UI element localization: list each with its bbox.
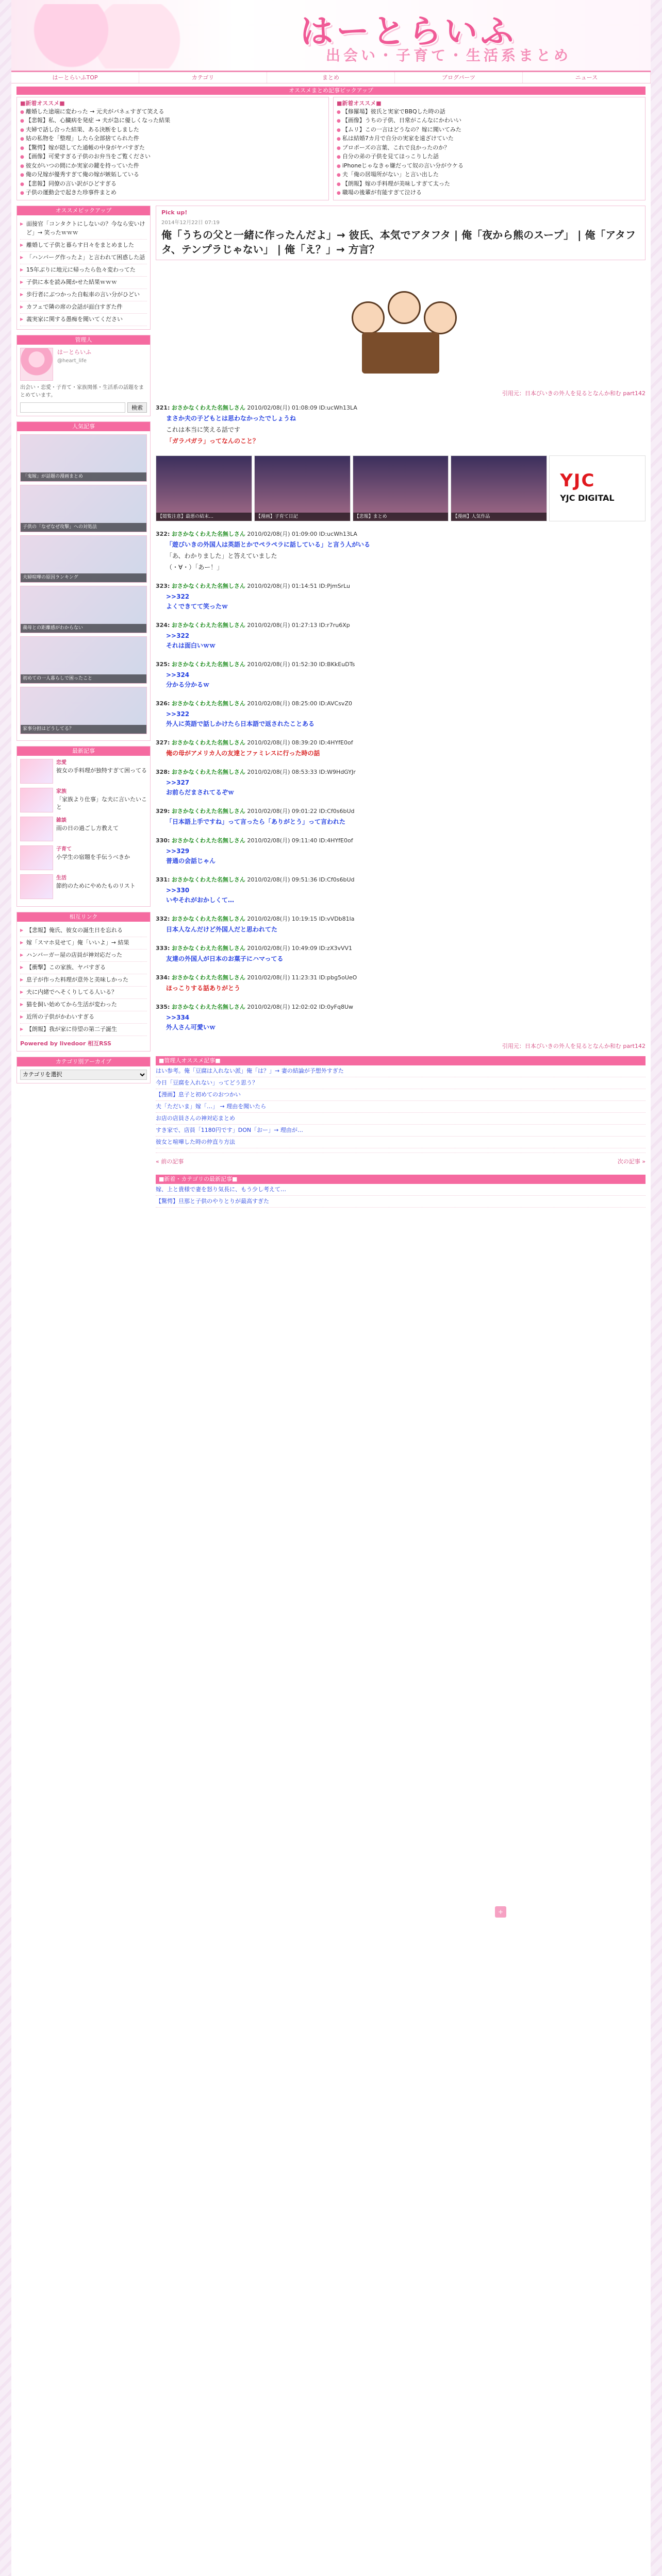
nav-top[interactable]: はーとらいふTOP [11,72,139,83]
sidebar-popular [16,421,151,741]
post-body: >>322 外人に英語で話しかけたら日本語で返されたことある [166,710,315,727]
sidebar-pickup-item[interactable]: ▶ 歩行者にぶつかった自転車の言い分がひどい [20,289,147,301]
post-author: おさかなくわえた名無しさん [171,404,245,411]
article-date: 2014年12月22日 07:19 [161,219,220,226]
popular-thumb-caption: 義母との距離感がわからない [21,624,146,633]
post [156,914,646,935]
prev-article-link[interactable]: « 前の記事 [156,1158,184,1165]
latest-category: 恋愛 [56,759,67,766]
banner-grid [156,455,646,521]
post-author: おさかなくわえた名無しさん [171,700,245,707]
article-title: 俺「うちの父と一緒に作ったんだよ」→ 彼氏、本気でアタフタ | 俺「夜から熊のスープ」 | 俺「アタフタ、テンプラじゃない」 | 俺「え？」→ 方言？ [161,228,636,256]
ticker-item[interactable]: ● 離婚した途端に変わった → 元夫がパネェすぎて笑える [20,108,325,117]
post-author: おさかなくわえた名無しさん [171,1003,245,1010]
sidebar-blogroll [16,912,151,1052]
banner[interactable] [156,455,252,521]
post-body: 「遊びいきの外国人は英語とかでペラペラに話している」と言う人がいる [166,540,371,548]
popular-thumb[interactable] [20,586,147,633]
ticker-item[interactable]: ● 【修羅場】彼氏と実家でBBQした時の話 [337,108,642,117]
post [156,807,646,827]
sidebar-pickup-item[interactable]: ▶ 面接官「コンタクトにしないの？今なら安いけど」→ 笑ったｗｗｗ [20,218,147,240]
blogroll-item[interactable]: ▶ 近所の子供がかわいすぎる [20,1011,147,1024]
blogroll-item[interactable]: ▶ 猫を飼い始めてから生活が変わった [20,999,147,1011]
sidebar-pickup-item[interactable]: ▶ 「ハンバーグ作ったよ」と言われて困惑した話 [20,252,147,264]
post [156,530,646,572]
post-number[interactable]: 329: [156,807,170,815]
article-illustration [331,270,470,384]
popular-head: 人気記事 [17,422,150,431]
sidebar-pickup-item[interactable]: ▶ 義実家に関する愚痴を聞いてください [20,314,147,326]
kid-figure [352,301,385,334]
popular-thumb[interactable] [20,687,147,734]
more-item[interactable]: 嫁、上と貴様で妻を怒り気長に、もう少し考えて… [156,1184,646,1196]
sidebar [16,206,151,1208]
post-number[interactable]: 323: [156,582,170,589]
content-layout [11,202,651,1211]
ticker-item[interactable]: ● 夫「俺の居場所がない」と言い出した [337,171,642,180]
book-illustration [362,332,439,374]
post [156,875,646,905]
latest-thumb [20,874,53,899]
latest-title: 「家族より仕事」な夫に言いたいこと [56,795,147,810]
blogroll-item[interactable]: ▶ ハンバーガー屋の店員が神対応だった [20,950,147,962]
blogroll-item[interactable]: ▶ 嫁「スマホ見せて」俺「いいよ」→ 結果 [20,937,147,950]
popular-thumb-caption: 子供の「なぜなぜ攻撃」への対処法 [21,523,146,532]
post [156,738,646,758]
ticker-item[interactable]: ● 自分の弟の子供を見てほっこりした話 [337,152,642,162]
post-author: おさかなくわえた名無しさん [171,807,245,815]
post-number[interactable]: 331: [156,876,170,883]
nav-news[interactable]: ニュース [523,72,651,83]
post-author: おさかなくわえた名無しさん [171,768,245,775]
more-head: ■新着・カテゴリの最新記事■ [156,1175,646,1184]
ticker-item[interactable]: ● 姑の私物を「整理」したら全部捨てられた件 [20,134,325,144]
latest-head: 最新記事 [17,747,150,756]
post-body: >>322 それは面白いｗｗ [166,632,216,649]
post-line: 「ガラパガラ」ってなんのこと？ [166,437,259,445]
post-number[interactable]: 324: [156,621,170,629]
ticker-item[interactable]: ● 【画像】うちの子供、日常がこんなにかわいい [337,116,642,126]
post-number[interactable]: 334: [156,974,170,981]
profile-name[interactable]: はーとらいふ [57,348,91,355]
next-article-link[interactable]: 次の記事 » [617,1158,646,1165]
post-body: >>334 外人さん可愛いｗ [166,1013,216,1031]
post-body: >>329 普通の会話じゃん [166,847,216,865]
article-header [156,206,646,260]
ticker-item[interactable]: ● 【悲報】私、心臓病を発症 → 夫が急に優しくなった結果 [20,116,325,126]
latest-title: 彼女の手料理が独特すぎて困ってる [56,767,147,774]
ticker-item[interactable]: ● 【朗報】嫁の手料理が美味しすぎて太った [337,180,642,189]
post-number[interactable]: 332: [156,915,170,922]
post-author: おさかなくわえた名無しさん [171,974,245,981]
latest-item[interactable] [20,817,147,841]
post [156,836,646,866]
scroll-top-button[interactable]: + [495,1906,506,1918]
sidebar-latest [16,746,151,907]
post-body: >>327 お前らだまされてるぞｗ [166,778,235,796]
kid-figure [388,291,421,324]
sidebar-pickup-head: オススメピックアップ [17,206,150,215]
kid-figure [424,301,457,334]
post-number[interactable]: 321: [156,404,170,411]
banner-caption: 【漫画】人気作品 [451,513,547,521]
nav-blogparts[interactable]: ブログパーツ [395,72,523,83]
post-date: 2010/02/08(月) 12:02:02 ID:0yFq8Uw [247,1003,354,1010]
more-list [156,1184,646,1208]
ticker-item[interactable]: ● プロポーズの言葉、これで良かったのか？ [337,144,642,153]
post-date: 2010/02/08(月) 08:53:33 ID:W9HdGYJr [247,768,356,775]
post-date: 2010/02/08(月) 09:11:40 ID:4HYfE0of [247,837,353,844]
post-date: 2010/02/08(月) 09:01:22 ID:Cf0s6bUd [247,807,355,815]
ticker-item[interactable]: ● 私は結婚7カ月で自分の実家を遠ざけていた [337,134,642,144]
ticker-area [16,97,646,200]
post [156,582,646,612]
related-item[interactable]: 夫「ただいま」嫁「…」 → 理由を聞いたら [156,1101,646,1113]
post-number[interactable]: 333: [156,944,170,952]
post-number[interactable]: 325: [156,660,170,668]
ticker-item[interactable]: ● 【驚愕】嫁が隠してた通帳の中身がヤバすぎた [20,144,325,153]
yjc-caption: YJC DIGITAL [560,493,615,503]
sidebar-pickup-item[interactable]: ▶ 子供に本を読み聞かせた結果ｗｗｗ [20,277,147,289]
sidebar-pickup-item[interactable]: ▶ 15年ぶりに地元に帰ったら色々変わってた [20,264,147,277]
avatar [20,348,53,381]
popular-thumb-caption: 家事分担はどうしてる？ [21,725,146,734]
blogroll-item[interactable]: ▶ 【悲報】俺氏、彼女の誕生日を忘れる [20,925,147,937]
post-date: 2010/02/08(月) 10:49:09 ID:zX3vVV1 [247,944,353,952]
ticker-item[interactable]: ● 職場の後輩が有能すぎて泣ける [337,189,642,198]
ticker-item[interactable]: ● 【ムリ】この一言はどうなの？嫁に聞いてみた [337,126,642,135]
post-date: 2010/02/08(月) 10:19:15 ID:vVDb81la [247,915,355,922]
blogroll-head: 相互リンク [17,912,150,922]
post-date: 2010/02/08(月) 11:23:31 ID:pbg5oUeO [247,974,357,981]
ticker-right [333,97,646,200]
blogroll-item[interactable]: ▶ 【衝撃】この家族、ヤバすぎる [20,962,147,974]
post-author: おさかなくわえた名無しさん [171,915,245,922]
popular-thumb[interactable] [20,434,147,482]
post-body: ほっこりする話ありがとう [166,984,241,992]
post-line: 「あ、わかりました」と答えていました [166,552,277,560]
related-item[interactable]: すき家で、店員「1180円です」DON「おー」→ 理由が… [156,1125,646,1137]
latest-item[interactable] [20,874,147,899]
latest-category: 子育て [56,846,72,852]
sidebar-profile [16,335,151,416]
page [11,0,651,2576]
profile-description: 出会い・恋愛・子育て・家族関係・生活系の話題をまとめています。 [20,384,144,398]
yjc-logo: YJC [560,470,595,491]
popular-thumb-caption: 「鬼嫁」が話題の漫画まとめ [21,472,146,481]
related-item[interactable]: 【漫画】息子と初めてのおつかい [156,1089,646,1101]
profile-id: @heart_life [57,358,87,364]
post [156,660,646,690]
pager [156,1153,646,1170]
post-number[interactable]: 328: [156,768,170,775]
post [156,1003,646,1032]
post-number[interactable]: 322: [156,530,170,537]
related-head: ■管理人オススメ記事■ [156,1056,646,1065]
latest-category: 家族 [56,788,67,794]
more-item[interactable]: 【驚愕】旦那と子供のやりとりが最高すぎた [156,1196,646,1208]
source-link[interactable]: 引用元：日本びいきの外人を見るとなんか和む part142 [502,389,646,397]
popular-thumb-caption: 夫婦喧嘩の原因ランキング [21,573,146,582]
latest-thumb [20,845,53,870]
post-author: おさかなくわえた名無しさん [171,621,245,629]
site-subtitle: 出会い・子育て・生活系まとめ [326,47,572,64]
ticker-item[interactable]: ● 俺の兄嫁が優秀すぎて俺の嫁が嫉妬している [20,171,325,180]
post-number[interactable]: 330: [156,837,170,844]
popular-thumb[interactable] [20,485,147,532]
post-date: 2010/02/08(月) 09:51:36 ID:Cf0s6bUd [247,876,355,883]
post [156,973,646,993]
post-date: 2010/02/08(月) 08:39:20 ID:4HYfE0of [247,739,353,746]
post-date: 2010/02/08(月) 01:14:51 ID:PjmSrLu [247,582,350,589]
post [156,621,646,651]
related-item[interactable]: 今日「豆腐を入れない」ってどう思う？ [156,1077,646,1089]
latest-item[interactable] [20,759,147,784]
post-body: 友達の外国人が日本のお菓子にハマってる [166,955,284,962]
site-title[interactable]: はーとらいふ [300,13,517,51]
post-date: 2010/02/08(月) 01:09:00 ID:ucWh13LA [247,530,357,537]
post-author: おさかなくわえた名無しさん [171,530,245,537]
post-date: 2010/02/08(月) 08:25:00 ID:AVCsvZ0 [247,700,352,707]
popular-thumb[interactable] [20,636,147,684]
pickup-bar: オススメまとめ記事ピックアップ [16,87,646,95]
banner[interactable] [254,455,351,521]
blogroll-item[interactable]: ▶ 夫に内緒でへそくりしてる人いる？ [20,987,147,999]
sidebar-category-archive [16,1057,151,1083]
related-item[interactable]: お店の店員さんの神対応まとめ [156,1113,646,1125]
banner-caption: 【閲覧注意】最悪の結末… [156,513,252,521]
latest-title: 小学生の宿題を手伝うべきか [56,853,130,860]
ticker-item[interactable]: ● 子供の運動会で起きた珍事件まとめ [20,189,325,198]
post-author: おさかなくわえた名無しさん [171,944,245,952]
post-body: まさか夫の子どもとは思わなかったでしょうね [166,414,296,422]
ticker-item[interactable]: ● 夫婦で話し合った結果、ある決断をしました [20,126,325,135]
post [156,403,646,446]
post-date: 2010/02/08(月) 01:08:09 ID:ucWh13LA [247,404,357,411]
post-line: （・∀・）「あー！」 [166,563,223,571]
latest-thumb [20,817,53,841]
ticker-item[interactable]: ● 彼女がいつの間にか実家の鍵を持っていた件 [20,162,325,171]
sidebar-pickup [16,206,151,330]
category-head: カテゴリ別アーカイブ [17,1057,150,1066]
mascot-illustration [22,4,187,69]
profile-head: 管理人 [17,335,150,345]
search-button[interactable]: 検索 [127,402,147,413]
post-author: おさかなくわえた名無しさん [171,837,245,844]
post-body: >>330 いやそれがおかしくて… [166,886,235,904]
post-number[interactable]: 335: [156,1003,170,1010]
ticker-head: ■新着オススメ■ [20,100,65,107]
post [156,768,646,798]
powered-by-link[interactable]: Powered by livedoor 相互RSS [20,1040,111,1047]
post-body: 日本人なんだけど外国人だと思われてた [166,925,278,933]
post-date: 2010/02/08(月) 01:27:13 ID:r7ru6Xp [247,621,350,629]
search-input[interactable] [20,402,125,413]
nav-matome[interactable]: まとめ [267,72,395,83]
sidebar-pickup-item[interactable]: ▶ カフェで隣の席の会話が面白すぎた件 [20,301,147,314]
popular-thumb[interactable] [20,535,147,583]
post-author: おさかなくわえた名無しさん [171,739,245,746]
blogroll-item[interactable]: ▶ 息子が作った料理が意外と美味しかった [20,974,147,987]
post-date: 2010/02/08(月) 01:52:30 ID:BKkEuDTs [247,660,355,668]
post-body: 「日本語上手ですね」って言ったら「ありがとう」って言われた [166,818,346,825]
yjc-banner[interactable] [549,455,646,521]
main-content [156,206,646,1208]
banner[interactable] [451,455,547,521]
site-header [11,0,651,72]
post-body: >>322 よくできてて笑ったｗ [166,592,228,610]
latest-item[interactable] [20,788,147,812]
related-item[interactable]: はい参考。俺「豆腐は入れない派」俺「は？」→ 妻の結論が予想外すぎた [156,1065,646,1077]
ticker-item[interactable]: ● 【画像】可愛すぎる子供のお弁当をご覧ください [20,152,325,162]
post-author: おさかなくわえた名無しさん [171,582,245,589]
post-number[interactable]: 327: [156,739,170,746]
blogroll-item[interactable]: ▶ 【朗報】我が家に待望の第二子誕生 [20,1024,147,1036]
banner-caption: 【漫画】子育て日記 [255,513,350,521]
ticker-left [16,97,329,200]
banner-caption: 【悲報】まとめ [353,513,449,521]
sidebar-pickup-item[interactable]: ▶ 離婚して子供と暮らす日々をまとめました [20,240,147,252]
post-author: おさかなくわえた名無しさん [171,660,245,668]
latest-item[interactable] [20,845,147,870]
post [156,944,646,964]
post-body: >>324 分かる分かるｗ [166,671,210,688]
popular-thumb-caption: 初めての一人暮らしで困ったこと [21,674,146,683]
latest-title: 節約のためにやめたものリスト [56,882,136,889]
post-line: これは本当に笑える話です [166,426,241,433]
search-form [20,402,147,413]
post-author: おさかなくわえた名無しさん [171,876,245,883]
banner[interactable] [353,455,449,521]
pickup-label: Pick up! [161,209,188,216]
global-nav [11,72,651,83]
latest-category: 雑談 [56,817,67,823]
latest-thumb [20,788,53,812]
nav-category[interactable]: カテゴリ [139,72,267,83]
ticker-item[interactable]: ● iPhoneじゃなきゃ嫌だって奴の言い分がウケる [337,162,642,171]
related-item[interactable]: 彼女と喧嘩した時の仲直り方法 [156,1137,646,1148]
post [156,699,646,729]
post-number[interactable]: 326: [156,700,170,707]
ticker-head: ■新着オススメ■ [337,100,382,107]
latest-title: 雨の日の過ごし方教えて [56,824,119,832]
latest-category: 生活 [56,875,67,881]
source-link-bottom[interactable]: 引用元：日本びいきの外人を見るとなんか和む part142 [502,1042,646,1049]
category-select[interactable] [20,1070,147,1080]
post-body: 俺の母がアメリカ人の友達とファミレスに行った時の話 [166,749,320,757]
latest-thumb [20,759,53,784]
related-list [156,1065,646,1148]
ticker-item[interactable]: ● 【悲報】同僚の言い訳がひどすぎる [20,180,325,189]
